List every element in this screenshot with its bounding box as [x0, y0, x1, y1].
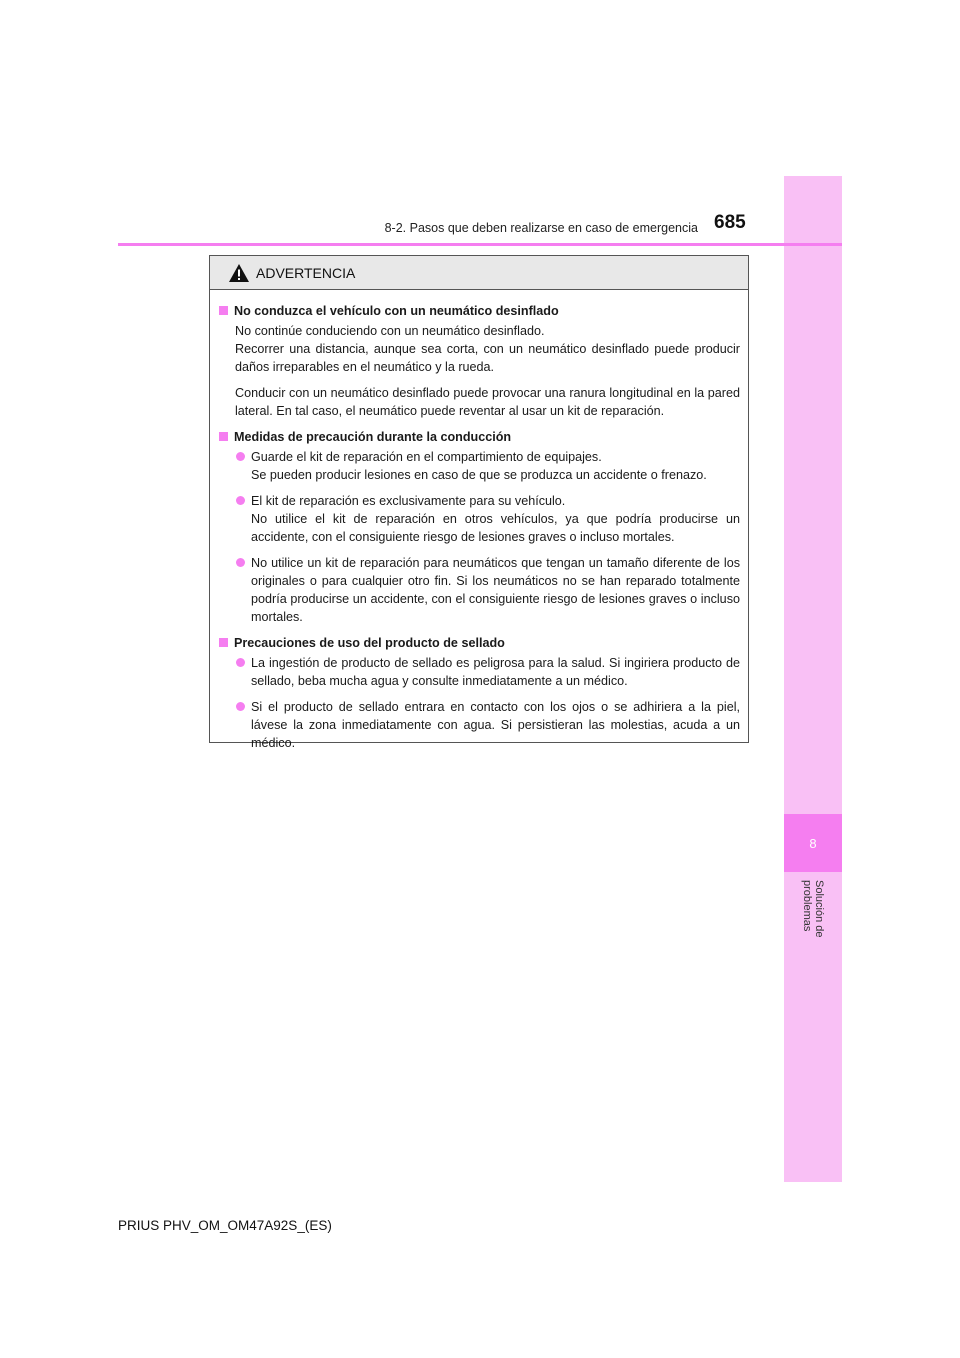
- paragraph: [235, 322, 740, 376]
- header-rule: [118, 243, 842, 246]
- round-bullet-icon: [236, 558, 245, 567]
- warning-triangle-icon: [228, 263, 250, 283]
- round-bullet-icon: [236, 702, 245, 711]
- section-heading-sealant: [219, 634, 740, 652]
- chapter-label: Solución de problemas: [801, 880, 825, 938]
- section-heading-text: No conduzca el vehículo con un neumático desinflado: [234, 304, 559, 318]
- chapter-side-tab: [784, 176, 842, 1182]
- paragraph-line: No continúe conduciendo con un neumático desinflado.: [235, 324, 545, 338]
- section-heading-flat-tire: [219, 302, 740, 320]
- square-bullet-icon: [219, 432, 228, 441]
- square-bullet-icon: [219, 306, 228, 315]
- paragraph-line: Recorrer una distancia, aunque sea corta, con un neumático desinflado puede producir daños irreparables en el neumático y la rueda.: [235, 342, 740, 374]
- list-item-line: No utilice el kit de reparación en otros vehículos, ya que podría producirse un accidente, con el consiguiente riesgo de lesiones graves o incluso mortales.: [251, 512, 740, 544]
- square-bullet-icon: [219, 638, 228, 647]
- list-item: [235, 698, 740, 752]
- list-item-text: La ingestión de producto de sellado es peligrosa para la salud. Si ingiriera producto de sellado, beba mucha agua y consulte inmediatamente a un médico.: [251, 656, 740, 688]
- document-code: PRIUS PHV_OM_OM47A92S_(ES): [118, 1218, 332, 1233]
- list-item-line: Guarde el kit de reparación en el compartimiento de equipajes.: [251, 450, 602, 464]
- warning-header: [210, 256, 748, 290]
- warning-body: [210, 290, 748, 752]
- section-title: 8-2. Pasos que deben realizarse en caso de emergencia: [384, 221, 698, 235]
- list-item: [235, 492, 740, 546]
- chapter-number-tab[interactable]: 8: [784, 814, 842, 872]
- section-heading-driving-precautions: [219, 428, 740, 446]
- section-heading-text: Medidas de precaución durante la conducción: [234, 430, 512, 444]
- warning-box: [209, 255, 749, 750]
- round-bullet-icon: [236, 658, 245, 667]
- list-item: [235, 654, 740, 690]
- round-bullet-icon: [236, 452, 245, 461]
- list-item-text: Si el producto de sellado entrara en contacto con los ojos o se adhiriera a la piel, lávese la zona inmediatamente con agua. Si persistieran las molestias, acuda a un médico.: [251, 700, 740, 750]
- list-item-line: El kit de reparación es exclusivamente para su vehículo.: [251, 494, 566, 508]
- paragraph: Conducir con un neumático desinflado puede provocar una ranura longitudinal en la pared lateral. En tal caso, el neumático puede reventar al usar un kit de reparación.: [235, 386, 740, 418]
- list-item-line: Se pueden producir lesiones en caso de que se produzca un accidente o frenazo.: [251, 468, 707, 482]
- list-item-text: No utilice un kit de reparación para neumáticos que tengan un tamaño diferente de los originales o para cualquier otro fin. Si los neumáticos no se han reparado totalmente podría producirse un accidente, con el consiguiente riesgo de lesiones graves o incluso mortales.: [251, 556, 740, 624]
- page-number: 685: [714, 212, 746, 233]
- list-item: [235, 448, 740, 484]
- warning-title: ADVERTENCIA: [256, 264, 356, 281]
- section-heading-text: Precauciones de uso del producto de sellado: [234, 636, 505, 650]
- round-bullet-icon: [236, 496, 245, 505]
- list-item: [235, 554, 740, 626]
